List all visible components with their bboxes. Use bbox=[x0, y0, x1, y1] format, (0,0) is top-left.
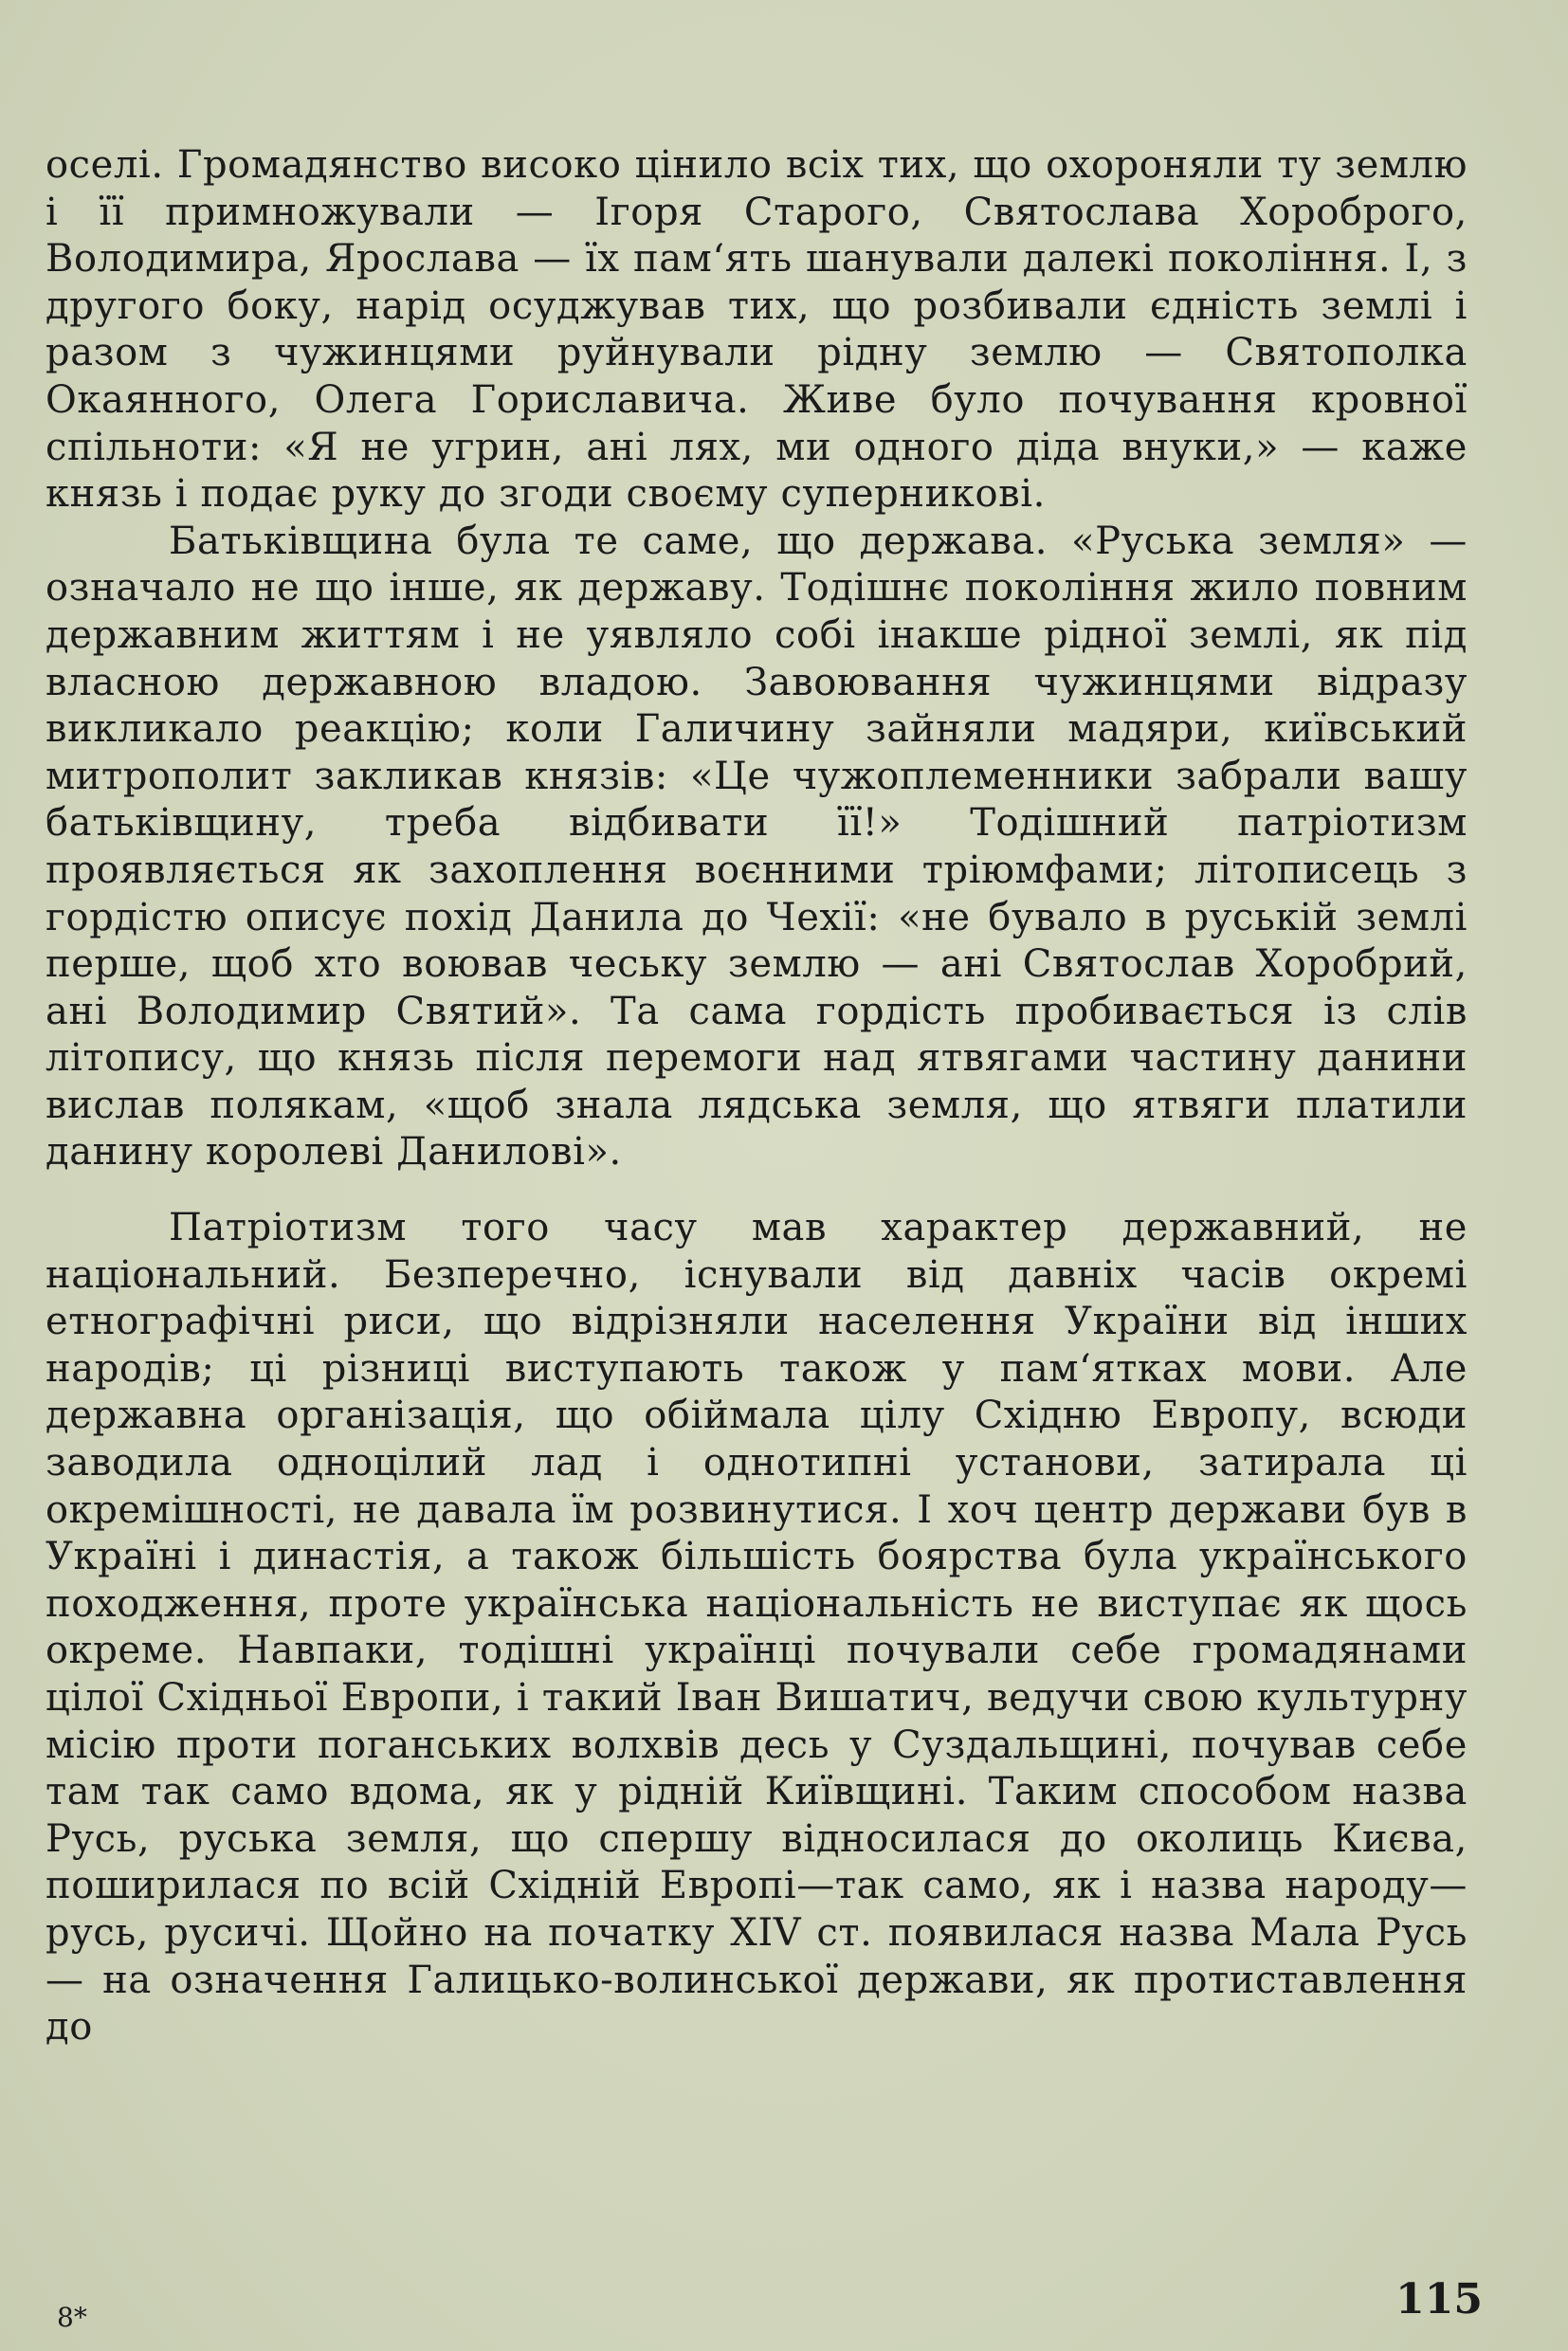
paragraph-1: оселі. Громадянство високо цінило всіх тих, що охороняли ту землю і її примножували — Ігоря Старого, Святослава Хороброго, Володимира, Ярослава — їх пам‘ять шанували далекі покоління. І, з другого боку, нарід осуджував тих, що розбивали єдність землі і разом з чужинцями руйнували рідну землю — Святополка Окаянного, Олега Гориславича. Живе було почування кровної спільноти: «Я не угрин, ані лях, ми одного діда внуки,» — каже князь і подає руку до згоди своєму суперникові. bbox=[46, 143, 1468, 517]
body-text bbox=[46, 142, 1468, 2051]
paragraph-2: Батьківщина була те саме, що держава. «Руська земля» — означало не що інше, як державу. Тодішнє покоління жило повним державним життям і не уявляло собі інакше рідної землі, як під власною державною владою. Завоювання чужинцями відразу викликало реакцію; коли Галичину зайняли мадяри, київський митрополит закликав князів: «Це чужоплеменники забрали вашу батьківщину, треба відбивати її!» Тодішний патріотизм проявляється як захоплення воєнними тріюмфами; літописець з гордістю описує похід Данила до Чехії: «не бувало в руській землі перше, щоб хто воював чеську землю — ані Святослав Хоробрий, ані Володимир Святий». Та сама гордість пробивається із слів літопису, що князь після перемоги над ятвягами частину данини вислав полякам, «щоб знала лядська земля, що ятвяги платили данину королеві Данилові». bbox=[46, 519, 1468, 1175]
paragraph-3: Патріотизм того часу мав характер державний, не національний. Безперечно, існували від давніх часів окремі етнографічні риси, що відрізняли населення України від інших народів; ці різниці виступають також у пам‘ятках мови. Але державна організація, що обіймала цілу Східню Европу, всюди заводила одноцілий лад і однотипні установи, затирала ці окремішності, не давала їм розвинутися. І хоч центр держави був в Україні і династія, а також більшість боярства була українського походження, проте українська національність не виступає як щось окреме. Навпаки, тодішні українці почували себе громадянами цілої Східньої Европи, і такий Іван Вишатич, ведучи свою культурну місію проти поганських волхвів десь у Суздальщині, почував себе там так само вдома, як у рідній Київщині. Таким способом назва Русь, руська земля, що спершу відносилася до околиць Києва, поширилася по всій Східній Европі—так само, як і назва народу—русь, русичі. Щойно на початку XIV ст. появилася назва Мала Русь — на означення Галицько-волинської держави, як протиставлення до bbox=[46, 1206, 1468, 2050]
page-number: 115 bbox=[1395, 2275, 1483, 2324]
signature-mark: 8* bbox=[57, 2302, 87, 2333]
